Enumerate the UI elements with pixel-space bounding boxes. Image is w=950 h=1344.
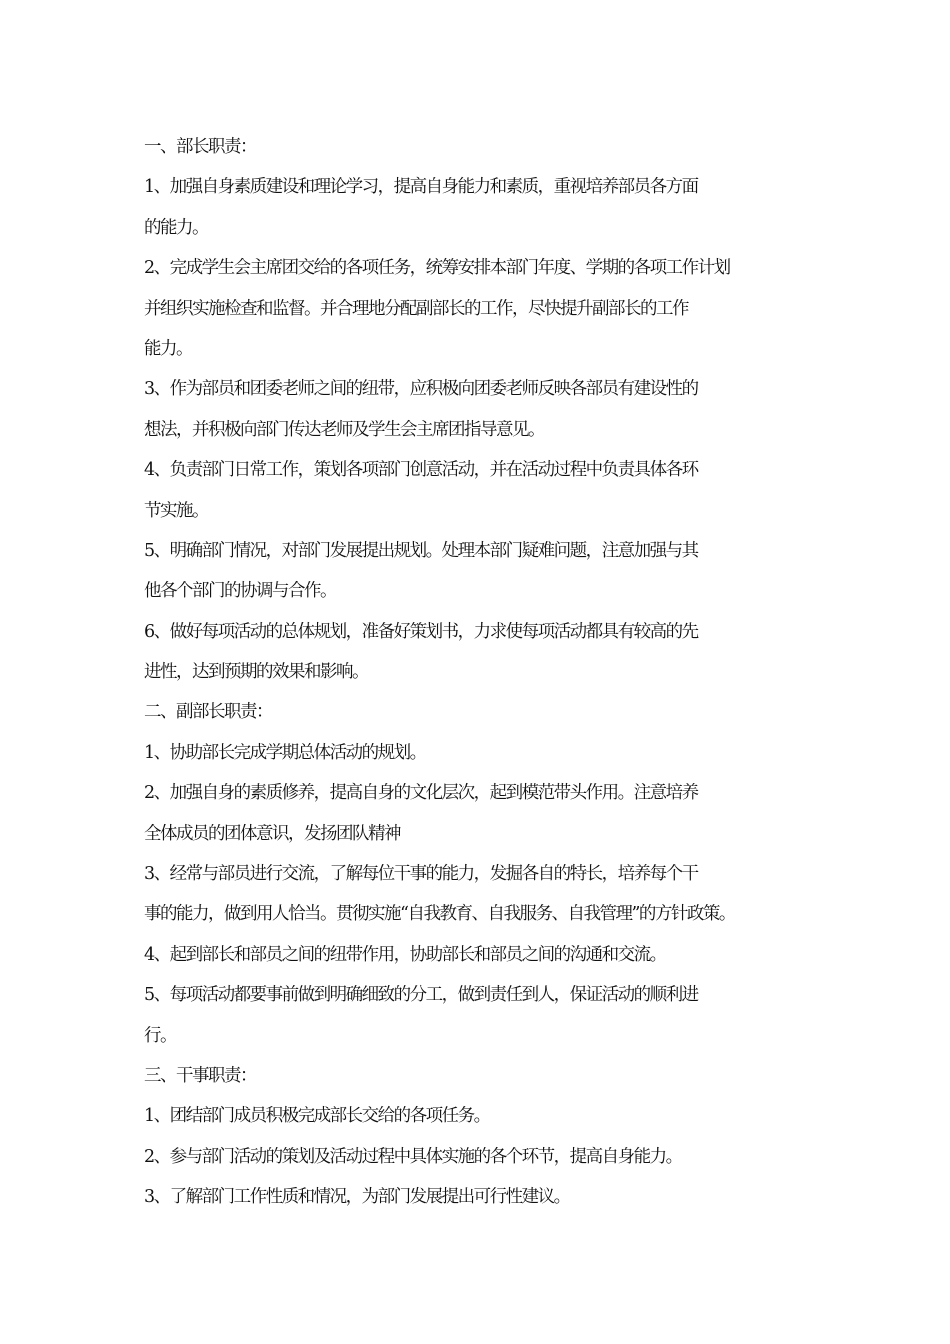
- paragraph-line: 进性，达到预期的效果和影响。: [144, 662, 368, 683]
- paragraph-line: 3、经常与部员进行交流，了解每位干事的能力，发掘各自的特长，培养每个干: [144, 864, 698, 885]
- paragraph-line: 5、每项活动都要事前做到明确细致的分工，做到责任到人，保证活动的顺利进: [144, 985, 698, 1006]
- paragraph-line: 3、了解部门工作性质和情况，为部门发展提出可行性建议。: [144, 1187, 570, 1208]
- paragraph-line: 4、负责部门日常工作，策划各项部门创意活动，并在活动过程中负责具体各环: [144, 460, 698, 481]
- section-heading-officer: 三、干事职责：: [144, 1065, 256, 1086]
- paragraph-line: 2、加强自身的素质修养，提高自身的文化层次，起到模范带头作用。注意培养: [144, 783, 698, 804]
- paragraph-line: 1、协助部长完成学期总体活动的规划。: [144, 742, 426, 763]
- paragraph-line: 2、完成学生会主席团交给的各项任务，统筹安排本部门年度、学期的各项工作计划: [144, 258, 730, 279]
- paragraph-line: 行。: [144, 1025, 176, 1046]
- section-heading-minister: 一、部长职责：: [144, 137, 256, 157]
- paragraph-line: 并组织实施检查和监督。并合理地分配副部长的工作，尽快提升副部长的工作: [144, 298, 688, 319]
- paragraph-line: 6、做好每项活动的总体规划，准备好策划书，力求使每项活动都具有较高的先: [144, 621, 698, 642]
- paragraph-line: 1、加强自身素质建设和理论学习，提高自身能力和素质，重视培养部员各方面: [144, 177, 698, 198]
- paragraph-line: 全体成员的团体意识，发扬团队精神: [144, 823, 400, 844]
- paragraph-line: 想法，并积极向部门传达老师及学生会主席团指导意见。: [144, 419, 544, 440]
- paragraph-line: 3、作为部员和团委老师之间的纽带，应积极向团委老师反映各部员有建设性的: [144, 379, 698, 400]
- paragraph-line: 4、起到部长和部员之间的纽带作用，协助部长和部员之间的沟通和交流。: [144, 944, 666, 965]
- paragraph-line: 事的能力，做到用人恰当。贯彻实施“自我教育、自我服务、自我管理”的方针政策。: [144, 904, 735, 925]
- paragraph-line: 能力。: [144, 338, 192, 359]
- section-heading-vice-minister: 二、副部长职责：: [144, 702, 272, 723]
- paragraph-line: 节实施。: [144, 500, 208, 521]
- paragraph-line: 2、参与部门活动的策划及活动过程中具体实施的各个环节，提高自身能力。: [144, 1146, 682, 1167]
- paragraph-line: 1、团结部门成员积极完成部长交给的各项任务。: [144, 1106, 490, 1127]
- document-body: [144, 127, 824, 1218]
- paragraph-line: 他各个部门的协调与合作。: [144, 581, 336, 602]
- paragraph-line: 5、明确部门情况，对部门发展提出规划。处理本部门疑难问题，注意加强与其: [144, 540, 698, 561]
- paragraph-line: 的能力。: [144, 217, 208, 238]
